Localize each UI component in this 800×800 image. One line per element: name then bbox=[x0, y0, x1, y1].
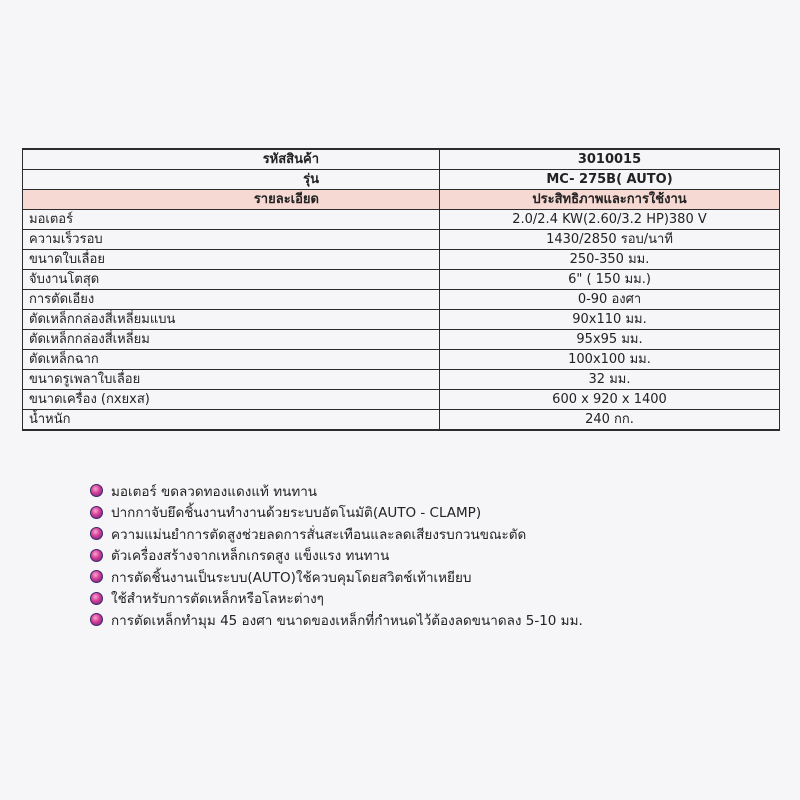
table-row bbox=[23, 170, 780, 190]
spec-label: ขนาดรูเพลาใบเลื่อย bbox=[23, 370, 440, 390]
product-code-label: รหัสสินค้า bbox=[23, 149, 440, 170]
table-row bbox=[23, 190, 780, 210]
feature-text: มอเตอร์ ขดลวดทองแดงแท้ ทนทาน bbox=[111, 483, 318, 500]
spec-value: 90x110 มม. bbox=[440, 310, 780, 330]
feature-list bbox=[90, 480, 583, 631]
spec-label: จับงานโตสุด bbox=[23, 270, 440, 290]
table-row bbox=[23, 370, 780, 390]
feature-text: การตัดชิ้นงานเป็นระบบ(AUTO)ใช้ควบคุมโดยสวิตช์เท้าเหยียบ bbox=[111, 569, 472, 586]
bullet-icon bbox=[90, 613, 103, 626]
spec-value: 32 มม. bbox=[440, 370, 780, 390]
feature-text: ความแม่นยำการตัดสูงช่วยลดการสั่นสะเทือนและลดเสียงรบกวนขณะตัด bbox=[111, 526, 527, 543]
table-row bbox=[23, 330, 780, 350]
spec-value: 95x95 มม. bbox=[440, 330, 780, 350]
list-item bbox=[90, 502, 583, 524]
spec-value: 600 x 920 x 1400 bbox=[440, 390, 780, 410]
spec-label: ความเร็วรอบ bbox=[23, 230, 440, 250]
spec-value: 1430/2850 รอบ/นาที bbox=[440, 230, 780, 250]
bullet-icon bbox=[90, 549, 103, 562]
table-row bbox=[23, 210, 780, 230]
product-code-value: 3010015 bbox=[440, 149, 780, 170]
feature-text: ปากกาจับยึดชิ้นงานทำงานด้วยระบบอัตโนมัติ(AUTO - CLAMP) bbox=[111, 505, 482, 522]
list-item bbox=[90, 566, 583, 588]
spec-table bbox=[22, 148, 780, 431]
spec-label: ตัดเหล็กกล่องสี่เหลี่ยม bbox=[23, 330, 440, 350]
spec-label: ตัดเหล็กฉาก bbox=[23, 350, 440, 370]
model-label: รุ่น bbox=[23, 170, 440, 190]
list-item bbox=[90, 609, 583, 631]
spec-label: ขนาดเครื่อง (กxยxส) bbox=[23, 390, 440, 410]
table-row bbox=[23, 230, 780, 250]
spec-value: 6" ( 150 มม.) bbox=[440, 270, 780, 290]
spec-label: การตัดเอียง bbox=[23, 290, 440, 310]
table-row bbox=[23, 410, 780, 431]
list-item bbox=[90, 545, 583, 567]
model-value: MC- 275B( AUTO) bbox=[440, 170, 780, 190]
table-row bbox=[23, 250, 780, 270]
spec-label: มอเตอร์ bbox=[23, 210, 440, 230]
feature-text: ตัวเครื่องสร้างจากเหล็กเกรดสูง แข็งแรง ทนทาน bbox=[111, 548, 390, 565]
bullet-icon bbox=[90, 592, 103, 605]
list-item bbox=[90, 523, 583, 545]
spec-value: 2.0/2.4 KW(2.60/3.2 HP)380 V bbox=[440, 210, 780, 230]
bullet-icon bbox=[90, 527, 103, 540]
bullet-icon bbox=[90, 506, 103, 519]
spec-value: 100x100 มม. bbox=[440, 350, 780, 370]
list-item bbox=[90, 480, 583, 502]
list-item bbox=[90, 588, 583, 610]
feature-text: การตัดเหล็กทำมุม 45 องศา ขนาดของเหล็กที่กำหนดไว้ต้องลดขนาดลง 5-10 มม. bbox=[111, 612, 583, 629]
details-header: รายละเอียด bbox=[23, 190, 440, 210]
performance-header: ประสิทธิภาพและการใช้งาน bbox=[440, 190, 780, 210]
table-row bbox=[23, 390, 780, 410]
table-row bbox=[23, 350, 780, 370]
feature-text: ใช้สำหรับการตัดเหล็กหรือโลหะต่างๆ bbox=[111, 591, 324, 608]
spec-label: น้ำหนัก bbox=[23, 410, 440, 431]
spec-value: 250-350 มม. bbox=[440, 250, 780, 270]
spec-value: 240 กก. bbox=[440, 410, 780, 431]
spec-value: 0-90 องศา bbox=[440, 290, 780, 310]
spec-label: ขนาดใบเลื่อย bbox=[23, 250, 440, 270]
spec-label: ตัดเหล็กกล่องสี่เหลี่ยมแบน bbox=[23, 310, 440, 330]
bullet-icon bbox=[90, 570, 103, 583]
table-row bbox=[23, 270, 780, 290]
bullet-icon bbox=[90, 484, 103, 497]
table-row bbox=[23, 310, 780, 330]
table-row bbox=[23, 149, 780, 170]
table-row bbox=[23, 290, 780, 310]
